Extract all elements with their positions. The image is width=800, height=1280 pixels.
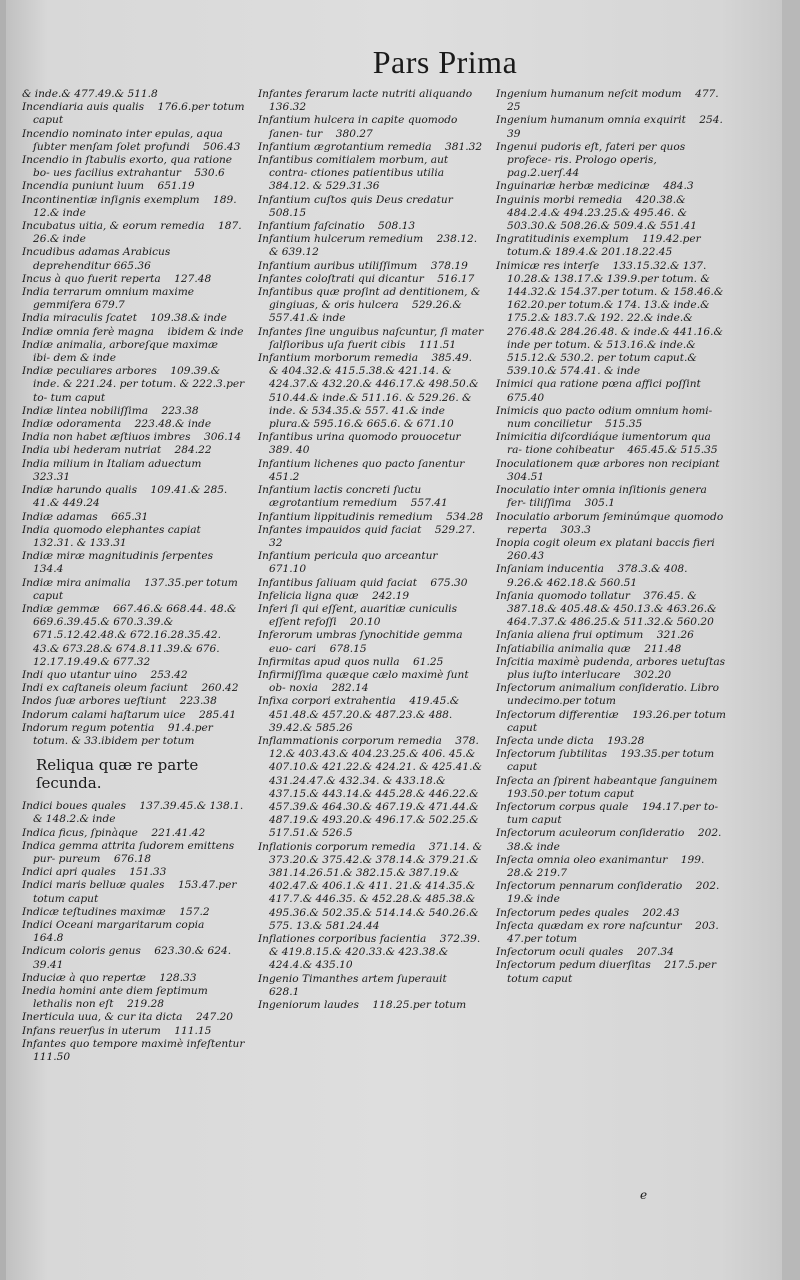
index-entry: Incendio nominato inter epulas, aqua ſubter menſam ſolet profundi 506.43 bbox=[22, 127, 241, 153]
index-entry: Inſatiabilia animalia quæ 211.48 bbox=[496, 642, 682, 655]
index-entry: Indiæ peculiares arbores 109.39.& inde. & 221.24. per totum. & 222.3.per to- tum caput bbox=[22, 365, 248, 404]
index-entry: Incus à quo fuerit reperta 127.48 bbox=[22, 272, 212, 285]
index-entry: Indiæ lintea nobiliſſima 223.38 bbox=[22, 404, 199, 417]
index-entry: Inflationis corporum remedia 371.14. & 373.20.& 375.42.& 378.14.& 379.21.& 381.14.26.51.& 382.15.& 387.19.& 402.47.& 406.1.& 411. 21.& 414.35.& 417.7.& 446.35. & 452.28.& 485.38.& 495.36.& 502.35.& 514.14.& 540.26.& 575. 13.& 581.24.44 bbox=[258, 840, 486, 932]
index-entry: Indicæ teſtudines maximæ 157.2 bbox=[22, 905, 210, 918]
index-entry: Infixa corpori extrahentia 419.45.& 451.48.& 457.20.& 487.23.& 488. 39.42.& 585.26 bbox=[258, 695, 463, 734]
index-entry: Inſectorum pedum diuerſitas 217.5.per totum caput bbox=[496, 959, 720, 985]
index-entry: Inſectorum pennarum conſideratio 202. 19.& inde bbox=[496, 880, 723, 906]
index-entry: Ingenium humanum omnia exquirit 254. 39 bbox=[496, 114, 727, 140]
index-entry: Indiæ adamas 665.31 bbox=[22, 510, 149, 523]
index-entry: Infantium hulcera in capite quomodo ſanen- tur 380.27 bbox=[258, 114, 461, 140]
index-entry: Indiæ harundo qualis 109.41.& 285. 41.& 449.24 bbox=[22, 484, 231, 510]
index-entry: Inerticula uua, & cur ita dicta 247.20 bbox=[22, 1011, 234, 1024]
index-entry: Inſectorum pedes quales 202.43 bbox=[496, 906, 680, 919]
index-entry: India ubi hederam nutriat 284.22 bbox=[22, 444, 212, 457]
index-entry: Inedia homini ante diem ſeptimum lethalis non eſt 219.28 bbox=[22, 985, 212, 1011]
index-entry: Infantes coloſtrati qui dicantur 516.17 bbox=[258, 272, 475, 285]
index-entry: Infantium morborum remedia 385.49. & 404.32.& 415.5.38.& 421.14. & 424.37.& 432.20.& 446.17.& 498.50.& 510.44.& inde.& 511.16. & 529.26. & inde. & 534.35.& 557. 41.& inde plura.& 595.16.& 665.6. & 671.10 bbox=[258, 352, 482, 431]
index-entry: Inſania quomodo tollatur 376.45. & 387.18.& 405.48.& 450.13.& 463.26.& 464.7.37.& 486.25.& 511.32.& 560.20 bbox=[496, 589, 720, 629]
index-entry: Incendio in ſtabulis exorto, qua ratione bo- ues facilius extrahantur 530.6 bbox=[22, 154, 236, 180]
index-entry: Infantium ægrotantium remedia 381.32 bbox=[258, 140, 483, 153]
section-title: Reliqua quæ re parte ſecunda. bbox=[36, 756, 199, 793]
column-1-entries-b bbox=[22, 800, 248, 1064]
index-columns bbox=[0, 88, 800, 1268]
index-entry: Infans reuerſus in uterum 111.15 bbox=[22, 1024, 212, 1037]
index-entry: Ingeniorum laudes 118.25.per totum bbox=[258, 999, 467, 1012]
index-entry: Ingenium humanum neſcit modum 477. 25 bbox=[496, 88, 723, 114]
index-entry: Indiæ animalia, arboreſque maximæ ibi- dem & inde bbox=[22, 338, 232, 365]
index-entry: Indiæ mira animalia 137.35.per totum caput bbox=[22, 576, 242, 602]
index-entry: Inimicitia diſcordiáque iumentorum qua ra- tione cohibeatur 465.45.& 515.35 bbox=[496, 431, 718, 457]
index-entry: Infantes quo tempore maximè infeſtentur 111.50 bbox=[22, 1037, 248, 1064]
index-entry: Inoculatio inter omnia inſitionis genera fer- tiliſſima 305.1 bbox=[496, 484, 711, 510]
index-column-2 bbox=[258, 88, 487, 1012]
index-entry: Inferi ſi qui eſſent, auaritiæ cuniculis eſſent refoſſi 20.10 bbox=[258, 602, 461, 629]
index-entry: Indiæ odoramenta 223.48.& inde bbox=[22, 418, 212, 431]
index-entry: Infelicia ligna quæ 242.19 bbox=[258, 589, 410, 602]
index-entry: Infantes impauidos quid faciat 529.27. 32 bbox=[258, 523, 479, 549]
index-entry: Infantibus comitialem morbum, aut contra- ctiones patientibus utilia 384.12. & 529.31.36 bbox=[258, 154, 458, 193]
index-entry: India quomodo elephantes capiat 132.31. & 133.31 bbox=[22, 523, 215, 549]
index-entry: Inguinariæ herbæ medicinæ 484.3 bbox=[496, 180, 694, 193]
index-entry: Inopia cogit oleum ex platani baccis fieri 260.43 bbox=[496, 536, 719, 563]
index-entry: Indi quo utantur uino 253.42 bbox=[22, 668, 188, 681]
index-entry: Infantium cuſtos quis Deus credatur 508.15 bbox=[258, 193, 467, 219]
index-entry: Incudibus adamas Arabicus deprehenditur 665.36 bbox=[22, 246, 174, 272]
index-entry: Indici apri quales 151.33 bbox=[22, 866, 167, 879]
index-entry: Indi ex caſtaneis oleum faciunt 260.42 bbox=[22, 682, 239, 695]
index-entry: Infirmitas apud quos nulla 61.25 bbox=[258, 655, 444, 668]
index-entry: Incendiaria auis qualis 176.6.per totum caput bbox=[22, 101, 248, 127]
index-entry: Inſecta an ſpirent habeantque ſanguinem 193.50.per totum caput bbox=[496, 774, 721, 800]
index-entry: Inimicis quo pacto odium omnium homi- num concilietur 515.35 bbox=[496, 404, 716, 431]
index-entry: Inimicæ res interſe 133.15.32.& 137. 10.28.& 138.17.& 139.9.per totum. & 144.32.& 154.37.per totum. & 158.46.& 162.20.per totum.& 174. 13.& inde.& 175.2.& 183.7.& 192. 22.& inde.& 276.48.& 284.26.48. & inde.& 441.16.& inde per totum. & 513.16.& inde.& 515.12.& 530.2. per totum caput.& 539.10.& 574.41. & inde bbox=[496, 259, 727, 378]
index-entry: Ingratitudinis exemplum 119.42.per totum.& 189.4.& 201.18.22.45 bbox=[496, 233, 705, 259]
index-entry: Indiæ gemmæ 667.46.& 668.44. 48.& 669.6.39.45.& 670.3.39.& 671.5.12.42.48.& 672.16.28.35.42. 43.& 673.28.& 674.8.11.39.& 676. 12.17.19.49.& 677.32 bbox=[22, 602, 240, 668]
index-entry: Indici maris belluæ quales 153.47.per totum caput bbox=[22, 879, 240, 905]
index-column-1 bbox=[22, 88, 248, 1064]
index-entry: Incendia puniunt luum 651.19 bbox=[22, 180, 195, 193]
index-entry: Infantium lichenes quo pacto ſanentur 451.2 bbox=[258, 457, 468, 483]
index-entry: Inſectorum aculeorum conſideratio 202. 38.& inde bbox=[496, 827, 725, 853]
column-1-entries-a bbox=[22, 88, 248, 748]
index-entry: Incontinentiæ inſignis exemplum 189. 12.& inde bbox=[22, 193, 241, 219]
index-entry: Infantibus ſaliuam quid faciat 675.30 bbox=[258, 576, 468, 589]
index-entry: Indorum regum potentia 91.4.per totum. & 33.ibidem per totum bbox=[22, 721, 217, 747]
index-entry: Ingenio Timanthes artem ſuperauit 628.1 bbox=[258, 972, 461, 998]
index-entry: Inoculatio arborum ſeminúmque quomodo reperta 303.3 bbox=[496, 510, 727, 536]
index-entry: Indiæ miræ magnitudinis ſerpentes 134.4 bbox=[22, 550, 227, 576]
index-entry: & inde.& 477.49.& 511.8 bbox=[22, 88, 158, 100]
index-entry: Infantes ſine unguibus naſcuntur, ſi mater ſalſioribus uſa fuerit cibis 111.51 bbox=[258, 325, 487, 351]
index-entry: Inflammationis corporum remedia 378. 12.& 403.43.& 404.23.25.& 406. 45.& 407.10.& 421.22.& 424.21. & 425.41.& 431.24.47.& 432.34. & 433.18.& 437.15.& 443.14.& 445.28.& 446.22.& 457.39.& 464.30.& 467.19.& 471.44.& 487.19.& 493.20.& 496.17.& 502.25.& 517.51.& 526.5 bbox=[258, 734, 486, 840]
index-entry: Infantium faſcinatio 508.13 bbox=[258, 220, 416, 233]
index-entry: Indici boues quales 137.39.45.& 138.1. & 148.2.& inde bbox=[22, 800, 247, 826]
index-entry: Infantibus quæ proſint ad dentitionem, & gingiuas, & oris hulcera 529.26.& 557.41.& inde bbox=[258, 286, 484, 325]
index-entry: Infantium lactis concreti ſuctu ægrotantium remedium 557.41 bbox=[258, 484, 448, 510]
index-column-3 bbox=[496, 88, 730, 986]
index-entry: Inimici qua ratione pœna affici poſſint 675.40 bbox=[496, 378, 705, 404]
index-entry: Inſectorum oculi quales 207.34 bbox=[496, 946, 674, 959]
signature-mark: e bbox=[640, 1188, 648, 1202]
index-entry: Induciæ à quo repertæ 128.33 bbox=[22, 971, 197, 984]
index-entry: Infantium lippitudinis remedium 534.28 bbox=[258, 510, 484, 523]
index-entry: Infantium pericula quo arceantur 671.10 bbox=[258, 550, 451, 576]
index-entry: Indorum calami haſtarum uice 285.41 bbox=[22, 708, 237, 721]
index-entry: Inſectorum animalium conſideratio. Libro undecimo.per totum bbox=[496, 682, 723, 708]
index-entry: India milium in Italiam aduectum 323.31 bbox=[22, 457, 215, 483]
index-entry: Indici Oceani margaritarum copia 164.8 bbox=[22, 918, 218, 945]
index-entry: Inoculationem quæ arbores non recipiant 304.51 bbox=[496, 457, 723, 483]
index-entry: Inflationes corporibus facientia 372.39. & 419.8.15.& 420.33.& 423.38.& 424.4.& 435.10 bbox=[258, 933, 484, 972]
index-entry: India miraculis ſcatet 109.38.& inde bbox=[22, 312, 227, 325]
index-entry: Infirmiſſima quæque cælo maximè ſunt ob- noxia 282.14 bbox=[258, 668, 472, 695]
index-entry: Indicum coloris genus 623.30.& 624. 39.41 bbox=[22, 945, 235, 971]
index-entry: Infantibus urina quomodo prouocetur 389. 40 bbox=[258, 431, 464, 457]
column-3-entries bbox=[496, 88, 730, 986]
index-entry: Infantium auribus utiliſſimum 378.19 bbox=[258, 259, 468, 272]
index-entry: Indos ſuæ arbores ueſtiunt 223.38 bbox=[22, 695, 217, 708]
index-entry: Inſectorum ſubtilitas 193.35.per totum caput bbox=[496, 748, 718, 774]
index-entry: Inſectorum corpus quale 194.17.per to- tum caput bbox=[496, 800, 722, 827]
index-entry: Inſecta quædam ex rore naſcuntur 203. 47.per totum bbox=[496, 919, 723, 945]
index-entry: Indica gemma attrita ſudorem emittens pur- pureum 676.18 bbox=[22, 839, 238, 865]
index-entry: Inſaniam inducentia 378.3.& 408. 9.26.& 462.18.& 560.51 bbox=[496, 563, 691, 589]
index-entry: Inſania aliena frui optimum 321.26 bbox=[496, 629, 694, 642]
index-entry: Inſcitia maximè pudenda, arbores uetuſtas plus iuſto interlucare 302.20 bbox=[496, 655, 729, 681]
index-entry: Inferorum umbras ſynochitide gemma euo- cari 678.15 bbox=[258, 629, 466, 655]
index-entry: India non habet æſtiuos imbres 306.14 bbox=[22, 431, 242, 444]
index-entry: Inſectorum differentiæ 193.26.per totum caput bbox=[496, 708, 730, 734]
index-entry: Infantes ferarum lacte nutriti aliquando 136.32 bbox=[258, 88, 476, 114]
index-entry: Ingenui pudoris eſt, fateri per quos profece- ris. Prologo operis, pag.2.uerſ.44 bbox=[496, 140, 689, 180]
index-entry: Inguinis morbi remedia 420.38.& 484.2.4.& 494.23.25.& 495.46. & 503.30.& 508.26.& 509.4.& 551.41 bbox=[496, 193, 698, 233]
index-entry: Indica ficus, ſpinàque 221.41.42 bbox=[22, 826, 206, 839]
running-header bbox=[0, 44, 800, 81]
index-entry: Infantium hulcerum remedium 238.12. & 639.12 bbox=[258, 233, 481, 259]
column-2-entries bbox=[258, 88, 487, 1012]
index-entry: Indiæ omnia ferè magna ibidem & inde bbox=[22, 325, 244, 338]
index-entry: Inſecta omnia oleo exanimantur 199. 28.& 219.7 bbox=[496, 853, 708, 879]
page-title: Pars Prima bbox=[372, 44, 518, 80]
index-entry: Inſecta unde dicta 193.28 bbox=[496, 734, 645, 747]
index-entry: Incubatus uitia, & eorum remedia 187. 26.& inde bbox=[22, 220, 245, 246]
index-entry: India terrarum omnium maxime gemmifera 679.7 bbox=[22, 286, 198, 312]
